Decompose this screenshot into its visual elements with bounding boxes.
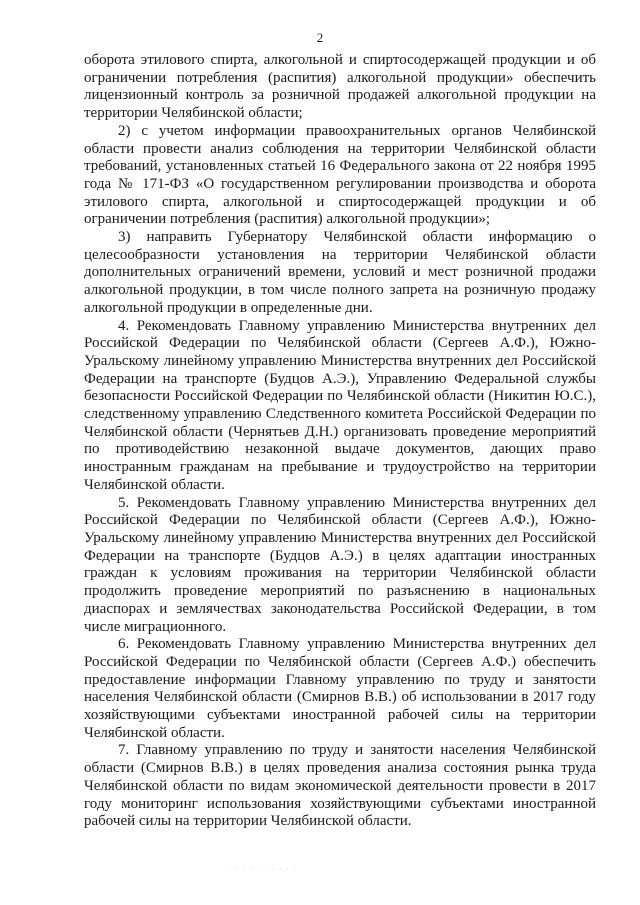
paragraph-point-7: 7. Главному управлению по труду и занятости населения Челябинской области (Смирнов В.В.) в целях проведения анализа состояния рынка труда Челябинской области по видам экономической деятельности провести в 2017 году мониторинг использования хозяйствующими субъектами иностранной рабочей силы на территории Челябинской области. (84, 742, 596, 830)
paragraph-continuation: оборота этилового спирта, алкогольной и спиртосодержащей продукции и об ограничении потребления (распития) алкогольной продукции» обеспечить лицензионный контроль за розничной продажей алкогольной продукции на территории Челябинской области; (84, 52, 596, 122)
paragraph-point-5: 5. Рекомендовать Главному управлению Министерства внутренних дел Российской Федерации по Челябинской области (Сергеев А.Ф.), Южно-Уральскому линейному управлению Министерства внутренних дел Российской Федерации на транспорте (Будцов А.Э.) в целях адаптации иностранных граждан к условиям проживания на территории Челябинской области продолжить проведение мероприятий по разъяснению в национальных диаспорах и землячествах законодательства Российской Федерации, в том числе миграционного. (84, 494, 596, 635)
paragraph-item-3: 3) направить Губернатору Челябинской области информацию о целесообразности установления на территории Челябинской области дополнительных ограничений времени, условий и мест розничной продажи алкогольной продукции, в том числе полного запрета на розничную продажу алкогольной продукции в определенные дни. (84, 229, 596, 316)
paragraph-point-4: 4. Рекомендовать Главному управлению Министерства внутренних дел Российской Федерации по Челябинской области (Сергеев А.Ф.), Южно-Уральскому линейному управлению Министерства внутренних дел Российской Федерации на транспорте (Будцов А.Э.), Управлению Федеральной службы безопасности Российской Федерации по Челябинской области (Никитин Ю.С.), следственному управлению Следственного комитета Российской Федерации по Челябинской области (Чернятьев Д.Н.) организовать проведение мероприятий по противодействию незаконной выдаче документов, дающих право иностранным гражданам на пребывание и трудоустройство на территории Челябинской области. (84, 317, 596, 493)
document-body (84, 52, 596, 831)
paragraph-point-6: 6. Рекомендовать Главному управлению Министерства внутренних дел Российской Федерации по Челябинской области (Сергеев А.Ф.) обеспечить предоставление информации Главному управлению по труду и занятости населения Челябинской области (Смирнов В.В.) об использовании в 2017 году хозяйствующими субъектами иностранной рабочей силы на территории Челябинской области. (84, 636, 596, 741)
footer-scan-smudge: · · · · · · · · · · (228, 864, 298, 874)
page-number: 2 (316, 30, 324, 45)
paragraph-item-2: 2) с учетом информации правоохранительных органов Челябинской области провести анализ соблюдения на территории Челябинской области требований, установленных статьей 16 Федерального закона от 22 ноября 1995 года № 171-ФЗ «О государственном регулировании производства и оборота этилового спирта, алкогольной и спиртосодержащей продукции и об ограничении потребления (распития) алкогольной продукции»; (84, 122, 596, 228)
